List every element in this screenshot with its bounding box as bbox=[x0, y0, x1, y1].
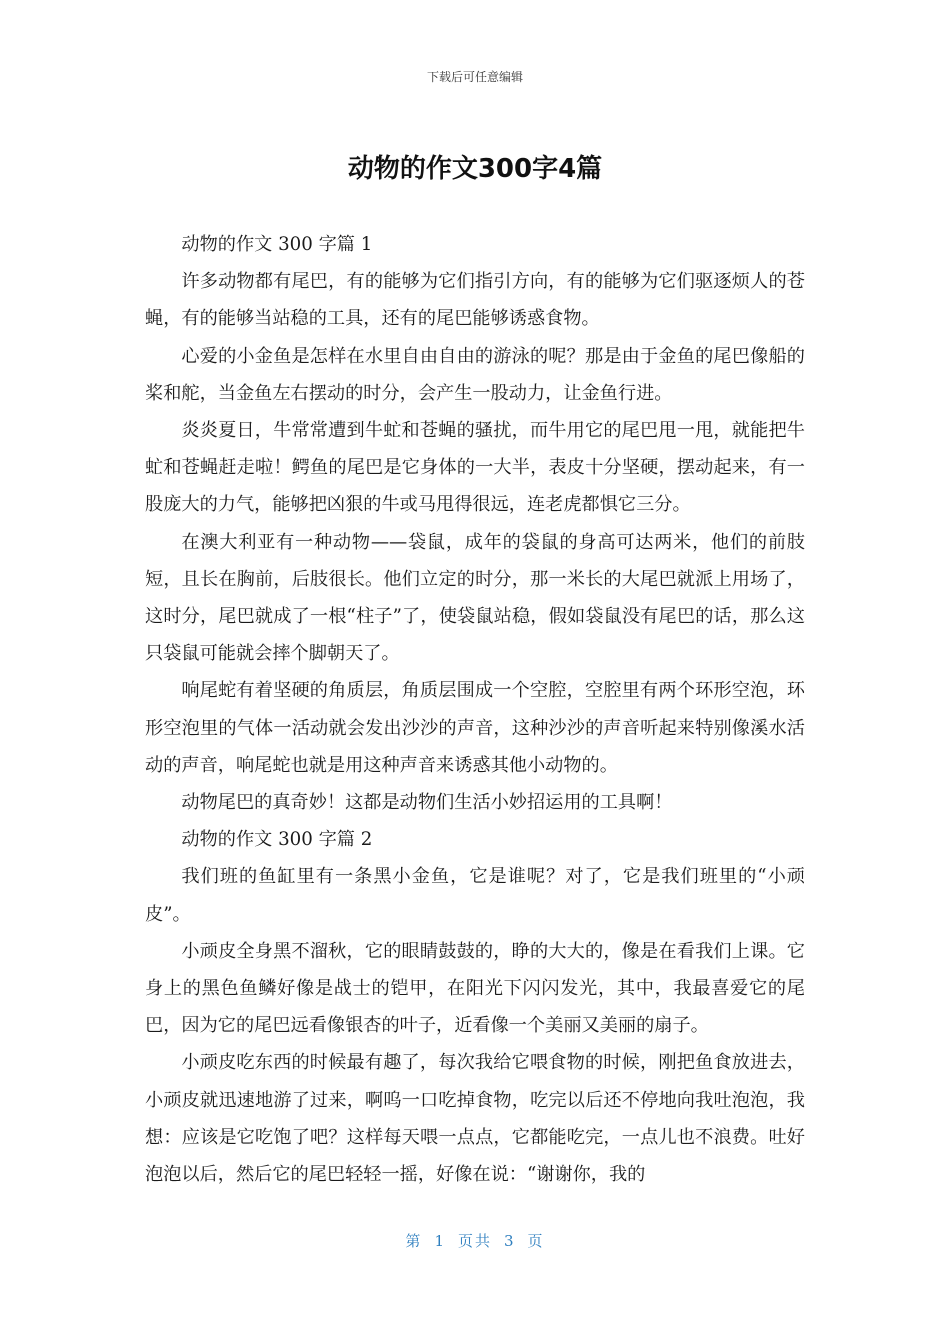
paragraph: 在澳大利亚有一种动物——袋鼠，成年的袋鼠的身高可达两米，他们的前肢短，且长在胸前，后肢很长。他们立定的时分，那一米长的大尾巴就派上用场了，这时分，尾巴就成了一根“柱子”了，使袋鼠站稳，假如袋鼠没有尾巴的话，那么这只袋鼠可能就会摔个脚朝天了。 bbox=[145, 531, 805, 665]
footer-current-page: 1 bbox=[434, 1232, 446, 1250]
page-footer bbox=[0, 1230, 950, 1251]
paragraph: 小顽皮全身黑不溜秋，它的眼睛鼓鼓的，睁的大大的，像是在看我们上课。它身上的黑色鱼鳞好像是战士的铠甲，在阳光下闪闪发光，其中，我最喜爱它的尾巴，因为它的尾巴远看像银杏的叶子，近看像一个美丽又美丽的扇子。 bbox=[145, 940, 805, 1037]
paragraph: 小顽皮吃东西的时候最有趣了，每次我给它喂食物的时候，刚把鱼食放进去，小顽皮就迅速地游了过来，啊呜一口吃掉食物，吃完以后还不停地向我吐泡泡，我想：应该是它吃饱了吧？这样每天喂一点点，它都能吃完，一点儿也不浪费。吐好泡泡以后，然后它的尾巴轻轻一摇，好像在说：“谢谢你，我的 bbox=[145, 1052, 805, 1186]
paragraph: 我们班的鱼缸里有一条黑小金鱼，它是谁呢？对了，它是我们班里的“小顽皮”。 bbox=[145, 866, 805, 925]
document-body bbox=[145, 226, 805, 1193]
footer-suffix: 页 bbox=[527, 1232, 545, 1250]
paragraph: 动物尾巴的真奇妙！这都是动物们生活小妙招运用的工具啊！ bbox=[181, 792, 673, 814]
document-title: 动物的作文300字4篇 bbox=[347, 154, 603, 184]
section-heading: 动物的作文 300 字篇 1 bbox=[181, 234, 373, 255]
footer-prefix: 第 bbox=[405, 1232, 423, 1250]
paragraph: 响尾蛇有着坚硬的角质层，角质层围成一个空腔，空腔里有两个环形空泡，环形空泡里的气体一活动就会发出沙沙的声音，这种沙沙的声音听起来特别像溪水活动的声音，响尾蛇也就是用这种声音来诱惑其他小动物的。 bbox=[145, 680, 805, 776]
section-heading: 动物的作文 300 字篇 2 bbox=[181, 829, 373, 851]
footer-total-pages: 3 bbox=[504, 1232, 516, 1250]
footer-middle: 页共 bbox=[457, 1232, 492, 1250]
paragraph: 炎炎夏日，牛常常遭到牛虻和苍蝇的骚扰，而牛用它的尾巴甩一甩，就能把牛虻和苍蝇赶走啦！鳄鱼的尾巴是它身体的一大半，表皮十分坚硬，摆动起来，有一股庞大的力气，能够把凶狠的牛或马甩得很远，连老虎都惧它三分。 bbox=[145, 420, 805, 516]
header-note: 下载后可任意编辑 bbox=[426, 70, 523, 84]
paragraph: 心爱的小金鱼是怎样在水里自由自由的游泳的呢？那是由于金鱼的尾巴像船的桨和舵，当金鱼左右摆动的时分，会产生一股动力，让金鱼行进。 bbox=[145, 345, 805, 404]
paragraph: 许多动物都有尾巴，有的能够为它们指引方向，有的能够为它们驱逐烦人的苍蝇，有的能够当站稳的工具，还有的尾巴能够诱惑食物。 bbox=[145, 271, 805, 330]
